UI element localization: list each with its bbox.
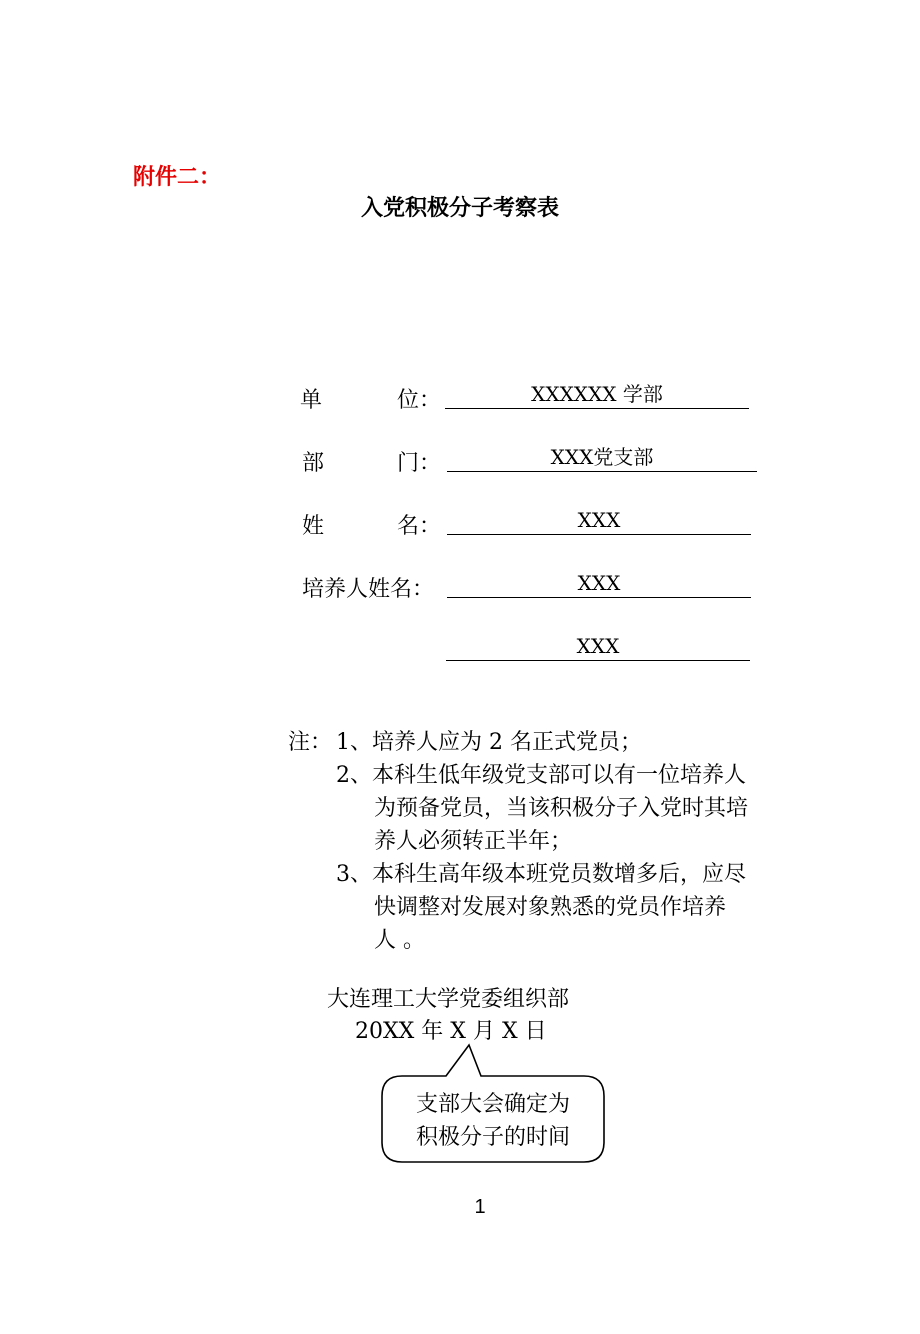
callout-line-1: 支部大会确定为 bbox=[415, 1092, 570, 1117]
note-line-1: 1、培养人应为 2 名正式党员； bbox=[336, 730, 642, 755]
page-title: 入党积极分子考察表 bbox=[360, 196, 559, 221]
field-unit-label-a: 单 bbox=[300, 388, 323, 413]
note-line-4: 养人必须转正半年； bbox=[374, 829, 573, 854]
attachment-label: 附件二： bbox=[133, 165, 222, 190]
note-line-3: 为预备党员，当该积极分子入党时其培 bbox=[374, 796, 749, 821]
page-number: 1 bbox=[474, 1196, 486, 1218]
field-mentor-value-2: XXX bbox=[446, 632, 750, 661]
field-name-label-a: 姓 bbox=[302, 514, 325, 539]
field-dept-value: XXX党支部 bbox=[447, 443, 757, 472]
note-line-5: 3、本科生高年级本班党员数增多后，应尽 bbox=[336, 862, 746, 887]
note-line-6: 快调整对发展对象熟悉的党员作培养 bbox=[374, 895, 727, 920]
field-name-value: XXX bbox=[447, 506, 751, 535]
footer-organization: 大连理工大学党委组织部 bbox=[327, 987, 570, 1012]
notes-prefix: 注： bbox=[288, 730, 333, 755]
field-dept-label-a: 部 bbox=[302, 451, 325, 476]
field-unit-value: XXXXXX 学部 bbox=[445, 380, 749, 409]
callout-bubble bbox=[380, 1074, 606, 1162]
field-mentor-label: 培养人姓名： bbox=[302, 577, 435, 602]
callout-line-2: 积极分子的时间 bbox=[415, 1125, 570, 1150]
field-unit-label-b: 位： bbox=[397, 388, 442, 413]
footer-date: 20XX 年 X 月 X 日 bbox=[355, 1019, 547, 1044]
field-name-label-b: 名： bbox=[397, 514, 442, 539]
note-line-7: 人 。 bbox=[374, 928, 425, 953]
note-line-2: 2、本科生低年级党支部可以有一位培养人 bbox=[336, 763, 746, 788]
field-mentor-value-1: XXX bbox=[447, 569, 751, 598]
field-dept-label-b: 门： bbox=[397, 451, 442, 476]
